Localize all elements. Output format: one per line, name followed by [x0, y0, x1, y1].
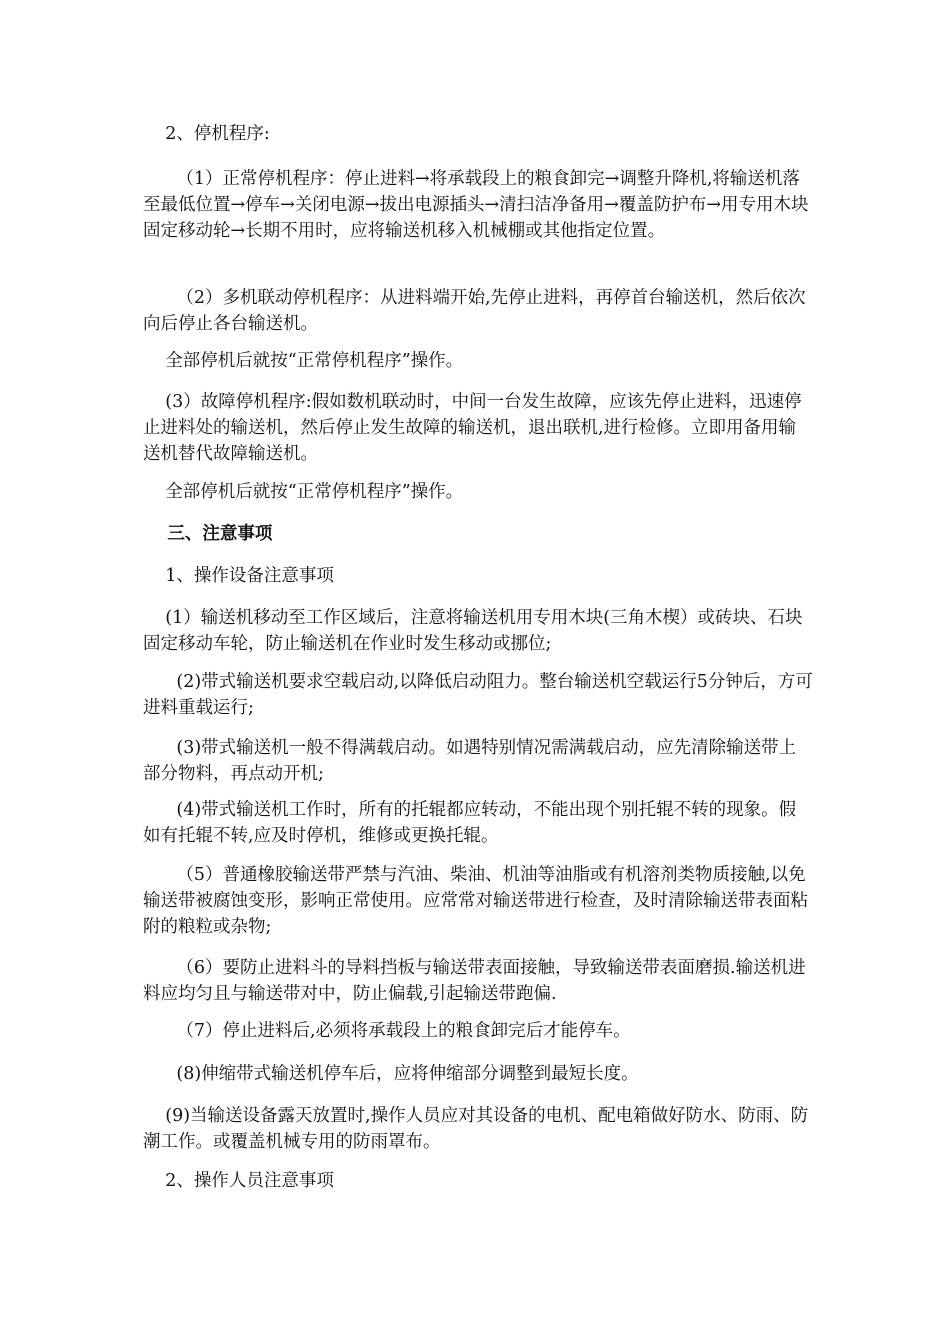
paragraph-precaution-3: (3)带式输送机一般不得满载启动。如遇特别情况需满载启动，应先清除输送带上部分物料，再点动开机;	[143, 738, 797, 784]
paragraph-fault-shutdown: (3）故障停机程序:假如数机联动时，中间一台发生故障，应该先停止进料，迅速停止进料处的输送机，然后停止发生故障的输送机，退出联机,进行检修。立即用备用输送机替代故障输送机。	[143, 392, 802, 464]
paragraph-precaution-6: （6）要防止进料斗的导料挡板与输送带表面接触，导致输送带表面磨损.输送机进料应均匀且与输送带对中，防止偏载,引起输送带跑偏.	[143, 958, 806, 1004]
paragraph-after-shutdown-1: 全部停机后就按“正常停机程序”操作。	[143, 351, 464, 371]
paragraph-precaution-1: (1）输送机移动至工作区域后，注意将输送机用专用木块(三角木楔）或砖块、石块固定移动车轮，防止输送机在作业时发生移动或挪位;	[143, 608, 803, 654]
heading-operator-precautions: 2、操作人员注意事项	[143, 1171, 334, 1191]
paragraph-after-shutdown-2: 全部停机后就按“正常停机程序”操作。	[143, 482, 464, 502]
heading-shutdown-procedure: 2、停机程序:	[143, 124, 270, 144]
heading-equipment-precautions: 1、操作设备注意事项	[143, 566, 334, 586]
paragraph-normal-shutdown: （1）正常停机程序：停止进料→将承载段上的粮食卸完→调整升降机,将输送机落至最低位置→停车→关闭电源→拔出电源插头→清扫洁净备用→覆盖防护布→用专用木块固定移动轮→长期不用时，应将输送机移入机械棚或其他指定位置。	[143, 169, 809, 241]
paragraph-multi-machine-shutdown: （2）多机联动停机程序：从进料端开始,先停止进料，再停首台输送机，然后依次向后停止各台输送机。	[143, 288, 806, 334]
paragraph-precaution-7: （7）停止进料后,必须将承载段上的粮食卸完后才能停车。	[143, 1021, 631, 1041]
paragraph-precaution-5: （5）普通橡胶输送带严禁与汽油、柴油、机油等油脂或有机溶剂类物质接触,以免输送带被腐蚀变形，影响正常使用。应常常对输送带进行检查，及时清除输送带表面粘附的粮粒或杂物;	[143, 865, 808, 937]
paragraph-precaution-9: (9)当输送设备露天放置时,操作人员应对其设备的电机、配电箱做好防水、防雨、防潮工作。或覆盖机械专用的防雨罩布。	[143, 1106, 809, 1152]
paragraph-precaution-8: (8)伸缩带式输送机停车后，应将伸缩部分调整到最短长度。	[143, 1064, 639, 1084]
paragraph-precaution-2: (2)带式输送机要求空载启动,以降低启动阻力。整台输送机空载运行5分钟后，方可进料重载运行;	[143, 672, 813, 718]
heading-precautions: 三、注意事项	[143, 524, 273, 544]
paragraph-precaution-4: (4)带式输送机工作时，所有的托辊都应转动，不能出现个别托辊不转的现象。假如有托辊不转,应及时停机，维修或更换托辊。	[143, 800, 797, 846]
